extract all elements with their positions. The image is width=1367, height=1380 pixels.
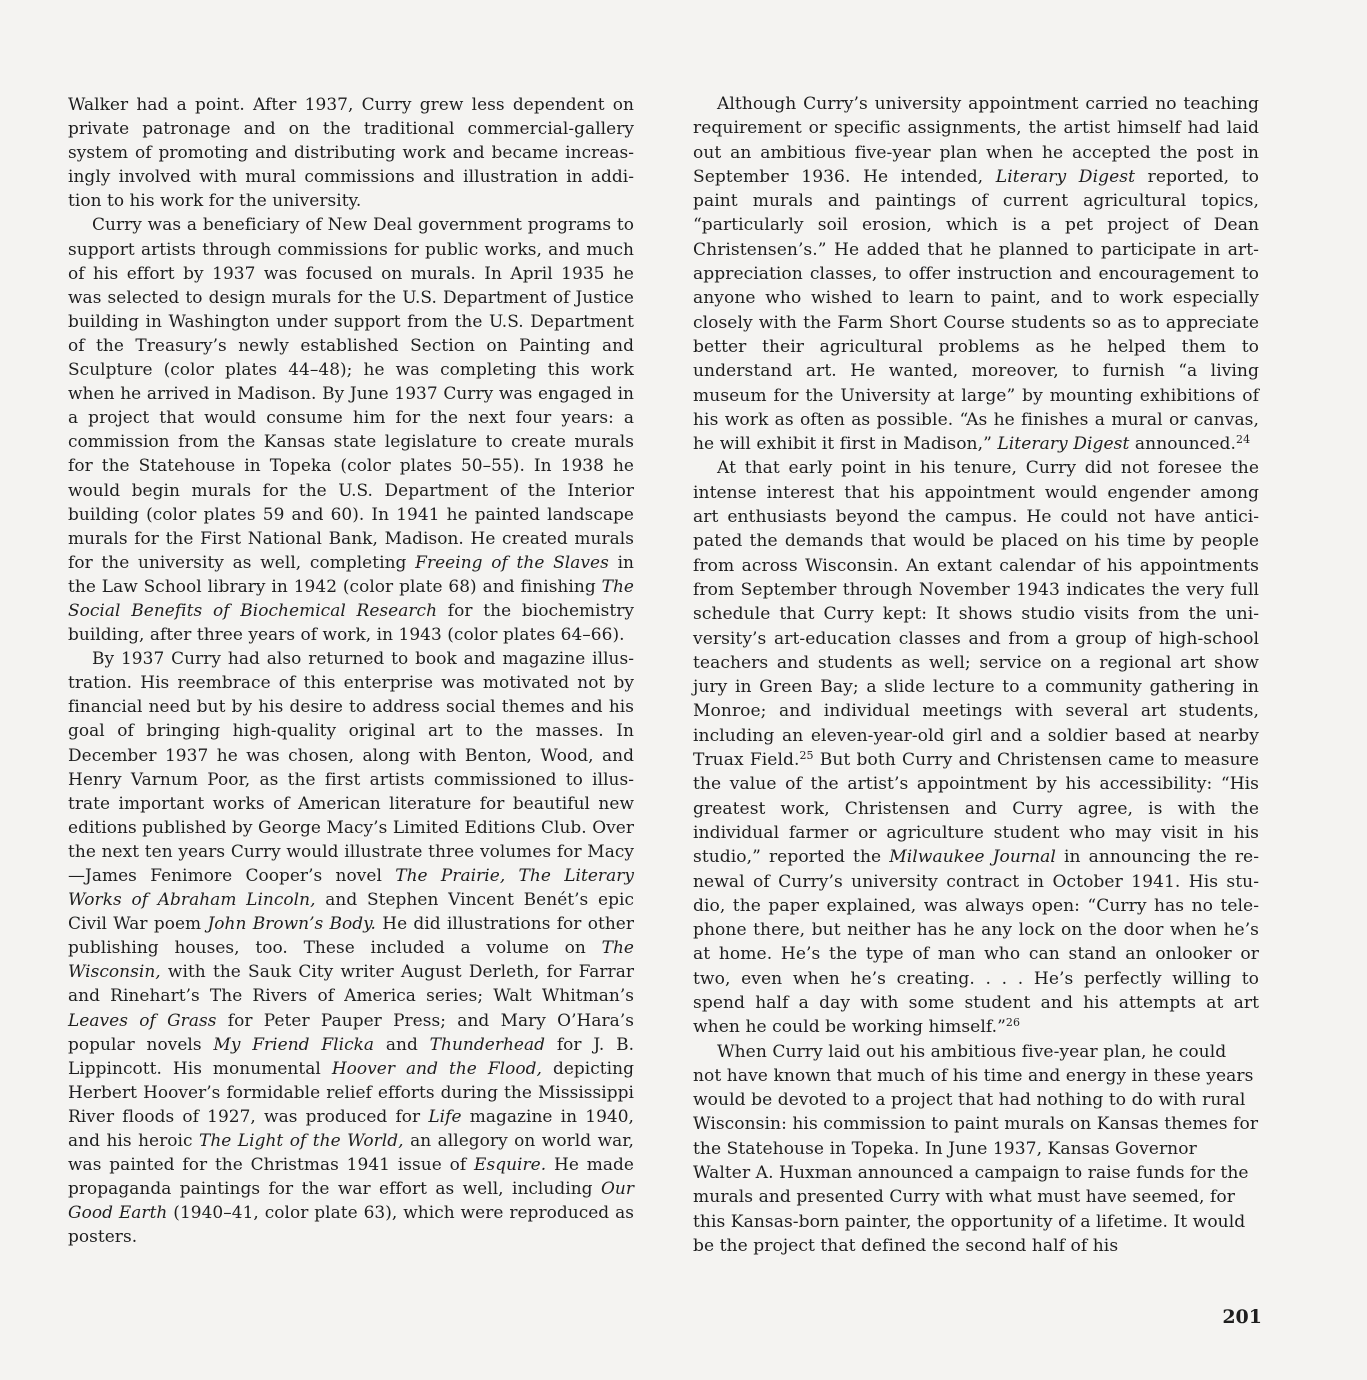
paragraph [693,92,1259,456]
text-run: an allegory on world war, was painted for the Christmas 1941 issue of [68,1130,634,1175]
text-run: for the biochemistry building, after three years of work, in 1943 (color plates 64–66). [68,599,634,645]
italic-title: The Wisconsin, [68,937,634,982]
text-run: He made propaganda paintings for the war effort as well, including [68,1154,634,1199]
italic-title: John Brown’s Body. [207,913,376,934]
italic-title: Literary Digest [995,166,1135,187]
paragraph [68,212,634,646]
text-run: Curry was a beneficiary of New Deal government programs to support artists through commissions for public works, and much of his effort by 1937 was focused on murals. In April 1935 he was selected to design murals for the U.S. Department of Justice building in Washington under support from the U.S. Department of the Treasury’s newly established Section on Painting and Sculpture (color plates 44–48); he was completing this work when he arrived in Madison. By June 1937 Curry was engaged in a project that would consume him for the next four years: a commission from the Kansas state legislature to create murals for the Statehouse in Topeka (color plates 50–55). In 1938 he would begin murals for the U.S. Department of the Interior building (color plates 59 and 60). In 1941 he painted landscape murals for the First National Bank, Madison. He created murals for the university as well, completing [68,214,634,572]
left-text-column [68,92,634,1249]
text-run: for J. B. Lippincott. His monumental [68,1033,635,1078]
text-run: He did illustrations for other publishing houses, too. These included a volume on [68,913,634,958]
text-run: announced. [1129,434,1237,455]
paragraph [693,1040,1259,1259]
text-run: Walker had a point. After 1937, Curry grew less dependent on private patronage and on the traditional commercial-gallery system of promoting and distributing work and became increasingly involved with mural commissions and illustration in addition to his work for the university. [68,94,634,211]
footnote-ref: 26 [1005,1016,1021,1030]
text-run: At that early point in his tenure, Curry did not foresee the intense interest that his appointment would engender among art enthusiasts beyond the campus. He could not have anticipated the demands that would be placed on his time by people from across Wisconsin. An extant calendar of his appointments from September through November 1943 indicates the very full schedule that Curry kept: It shows studio visits from the university’s art-education classes and from a group of high-school teachers and students as well; service on a regional art show jury in Green Bay; a slide lecture to a community gathering in Monroe; and individual meetings with several art students, including an eleven-year-old girl and a soldier based at nearby Truax Field. [693,458,1259,771]
italic-title: My Friend Flicka [213,1033,375,1054]
italic-title: The Prairie, The Literary Works of Abraham Lincoln, [68,865,634,910]
text-run: in the Law School library in 1942 (color plate 68) and finishing [68,551,634,596]
text-run: in announcing the renewal of Curry’s university contract in October 1941. His studio, the paper explained, was always open: “Curry has no telephone there, but neither has he any lock on the door when he’s at home. He’s the type of man who can stand an onlooker or two, even when he’s creating. . . . He’s perfectly willing to spend half a day with some student and his attempts at art when he could be working himself.” [693,847,1259,1038]
text-run: with the Sauk City writer August Derleth, for Farrar and Rinehart’s The Rivers of America series; Walt Whitman’s [68,961,634,1006]
text-run: for Peter Pauper Press; and Mary O’Hara’s popular novels [68,1009,634,1054]
text-run: depicting Herbert Hoover’s formidable relief efforts during the Mississippi River floods of 1927, was produced for [68,1057,634,1126]
text-run: (1940–41, color plate 63), which were reproduced as posters. [68,1202,634,1247]
italic-title: Hoover and the Flood, [331,1057,542,1078]
text-run: But both Curry and Christensen came to measure the value of the artist’s appointment by his accessibility: “His greatest work, Christensen and Curry agree, is with the individual farmer or agriculture student who may visit in his studio,” reported the [693,750,1259,868]
italic-title: Milwaukee Journal [889,847,1056,868]
italic-title: Freeing of the Slaves [415,551,609,572]
italic-title: Thunderhead [429,1033,546,1054]
italic-title: Esquire. [474,1154,547,1175]
text-run: By 1937 Curry had also returned to book and magazine illustration. His reembrace of this enterprise was motivated not by financial need but by his desire to address social themes and his goal of bringing high-quality original art to the masses. In December 1937 he was chosen, along with Benton, Wood, and Henry Varnum Poor, as the first artists commissioned to illustrate important works of American literature for beautiful new editions published by George Macy’s Limited Editions Club. Over the next ten years Curry would illustrate three volumes for Macy—James Fenimore Cooper’s novel [68,648,634,885]
text-run: and [374,1033,430,1054]
paragraph [693,456,1259,1039]
paragraph [68,92,634,212]
page-number: 201 [1222,1306,1262,1328]
text-run: Although Curry’s university appointment carried no teaching requirement or specific assignments, the artist himself had laid out an ambitious five-year plan when he accepted the post in September 1936. He intended, [693,94,1259,187]
italic-title: Leaves of Grass [68,1009,217,1030]
paragraph [68,646,634,1248]
right-text-column [693,92,1259,1258]
footnote-ref: 25 [799,749,814,763]
text-run: reported, to paint murals and paintings of current agricultural topics, “particularly soil erosion, which is a pet project of Dean Christensen’s.” He added that he planned to participate in art-appreciation classes, to offer instruction and encouragement to anyone who wished to learn to paint, and to work especially closely with the Farm Short Course students so as to appreciate better their agricultural problems as he helped them to understand art. He wanted, moreover, to furnish “a living museum for the University at large” by mounting exhibitions of his work as often as possible. “As he finishes a mural or canvas, he will exhibit it first in Madison,” [693,166,1259,455]
italic-title: The Social Benefits of Biochemical Research [68,575,634,620]
text-run: magazine in 1940, and his heroic [68,1105,634,1151]
italic-title: Life [428,1105,462,1126]
text-run: and Stephen Vincent Benét’s epic Civil War poem [68,889,634,934]
italic-title: The Light of the World, [198,1130,404,1151]
text-run: When Curry laid out his ambitious five-year plan, he could not have known that much of his time and energy in these years would be devoted to a project that had nothing to do with rural Wisconsin: his commission to paint murals on Kansas themes for the Statehouse in Topeka. In June 1937, Kansas Governor Walter A. Huxman announced a campaign to raise funds for the murals and presented Curry with what must have seemed, for this Kansas-born painter, the opportunity of a lifetime. It would be the project that defined the second half of his [693,1041,1259,1256]
italic-title: Our Good Earth [68,1178,634,1223]
footnote-ref: 24 [1236,433,1251,447]
italic-title: Literary Digest [997,434,1130,455]
